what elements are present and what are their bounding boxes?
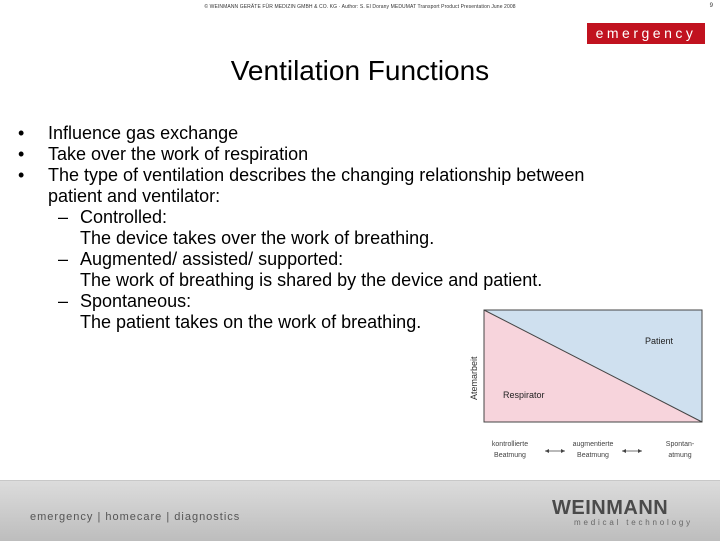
logo-subline: medical technology [574,518,693,527]
x-arrow-left-head-b [561,449,565,453]
weinmann-logo [552,498,693,528]
sub-bullet-mark: – [58,207,69,227]
slide-title: Ventilation Functions [230,55,490,86]
bullet-item [18,123,678,144]
x-label-spontaneous-line1: Spontan- [665,441,695,448]
x-label-augmented-line2: Beatmung [577,452,609,459]
header-bar [0,0,720,14]
sub-bullet-label: Spontaneous: [80,291,192,311]
x-label-controlled-line1: kontrollierte [491,441,529,448]
x-label-spontaneous-line2: atmung [668,452,692,459]
header-running-text: © WEINMANN GERÄTE FÜR MEDIZIN GMBH & CO. KG · Author: S. El Dorany MEDUMAT Transport Product Presentation June 2008 [204,4,516,10]
sub-bullet-label: Augmented/ assisted/ supported: [80,249,344,269]
footer-bar [0,480,720,541]
sub-bullet-text: The patient takes on the work of breathing. [80,312,422,332]
x-arrow-left-head-a [545,449,549,453]
bullet-mark: • [18,165,25,185]
sub-bullet-item [18,249,678,291]
bullet-text: Influence gas exchange [48,123,239,143]
bullet-item [18,144,678,165]
sub-bullet-text: The work of breathing is shared by the device and patient. [80,270,543,290]
sub-bullet-mark: – [58,291,69,311]
bullet-mark: • [18,123,25,143]
bullet-text: The type of ventilation describes the changing relationship between [48,165,585,185]
diagram-patient-label: Patient [645,336,674,346]
sub-bullet-label: Controlled: [80,207,168,227]
bullet-text: Take over the work of respiration [48,144,309,164]
diagram-y-label: Atemarbeit [469,356,479,400]
bullet-item [18,165,678,207]
bullet-mark: • [18,144,25,164]
diagram-respirator-label: Respirator [503,390,545,400]
page-number: 9 [709,3,713,9]
footer-tagline: emergency | homecare | diagnostics [30,511,241,523]
bullet-text-continued: patient and ventilator: [48,186,221,206]
x-label-augmented-line1: augmentierte [572,441,614,448]
sub-bullet-mark: – [58,249,69,269]
sub-bullet-item [18,207,678,249]
logo-wordmark: WEINMANN [552,497,669,519]
x-arrow-right-head-a [622,449,626,453]
sub-bullet-text: The device takes over the work of breathing. [80,228,435,248]
emergency-badge: emergency [587,23,705,44]
x-label-controlled-line2: Beatmung [494,452,526,459]
x-arrow-right-head-b [638,449,642,453]
ventilation-diagram [462,300,712,470]
